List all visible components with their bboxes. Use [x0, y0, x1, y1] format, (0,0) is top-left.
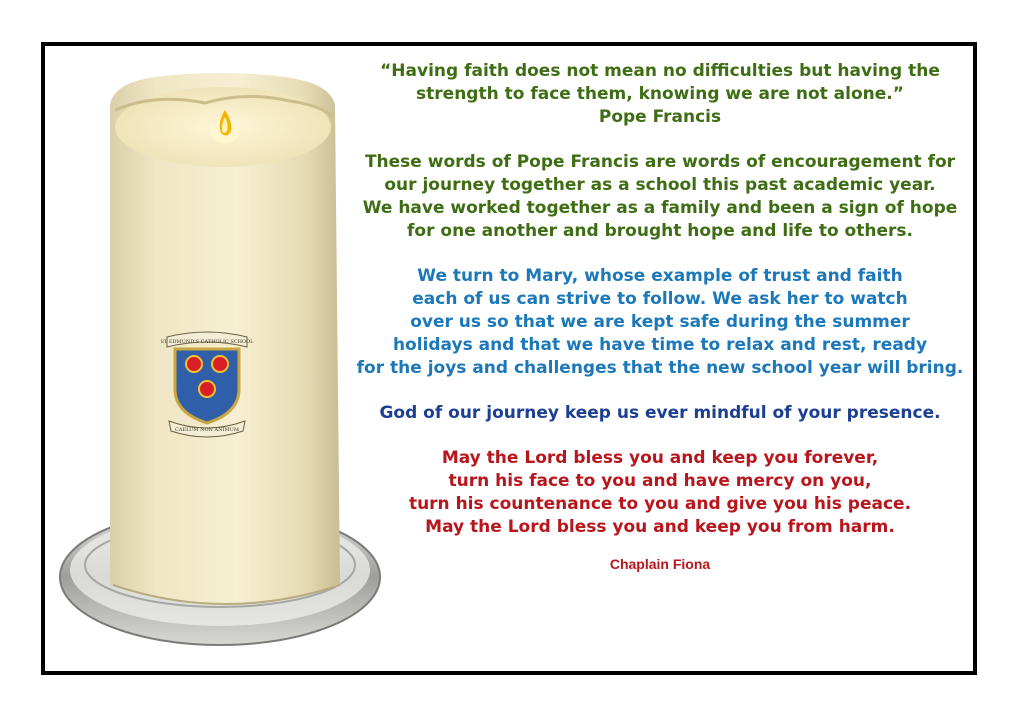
blessing-line: turn his countenance to you and give you his peace.: [408, 494, 912, 514]
mary-line: for the joys and challenges that the new school year will bring.: [356, 358, 964, 378]
encouragement-line: for one another and brought hope and life to others.: [407, 221, 913, 241]
prayer-paragraph: [355, 402, 965, 425]
quote-attribution: Pope Francis: [598, 107, 722, 127]
candle-image: [55, 65, 385, 685]
encouragement-paragraph: [355, 151, 965, 243]
mary-paragraph: [355, 265, 965, 380]
quote-line: “Having faith does not mean no difficulties but having the: [380, 61, 940, 81]
mary-line: each of us can strive to follow. We ask her to watch: [412, 289, 908, 309]
quote-line: strength to face them, knowing we are not alone.”: [416, 84, 904, 104]
mary-line: over us so that we are kept safe during the summer: [410, 312, 910, 332]
quote-paragraph: [355, 60, 965, 129]
blessing-line: May the Lord bless you and keep you forever,: [441, 448, 879, 468]
blessing-line: May the Lord bless you and keep you from harm.: [425, 517, 895, 537]
encouragement-line: our journey together as a school this past academic year.: [384, 175, 936, 195]
mary-line: holidays and that we have time to relax and rest, ready: [392, 335, 928, 355]
blessing-paragraph: [355, 447, 965, 539]
mary-line: We turn to Mary, whose example of trust and faith: [417, 266, 903, 286]
crest-banner-bottom: CAELUM NON ANIMUM: [175, 427, 239, 433]
prayer-line: God of our journey keep us ever mindful of your presence.: [379, 403, 941, 423]
blessing-line: turn his face to you and have mercy on you,: [448, 471, 872, 491]
encouragement-line: We have worked together as a family and been a sign of hope: [362, 198, 958, 218]
crest-banner-top: ST EDMUND'S CATHOLIC SCHOOL: [160, 339, 254, 345]
signature: Chaplain Fiona: [609, 556, 711, 572]
encouragement-line: These words of Pope Francis are words of encouragement for: [364, 152, 956, 172]
message-text: [355, 60, 965, 576]
